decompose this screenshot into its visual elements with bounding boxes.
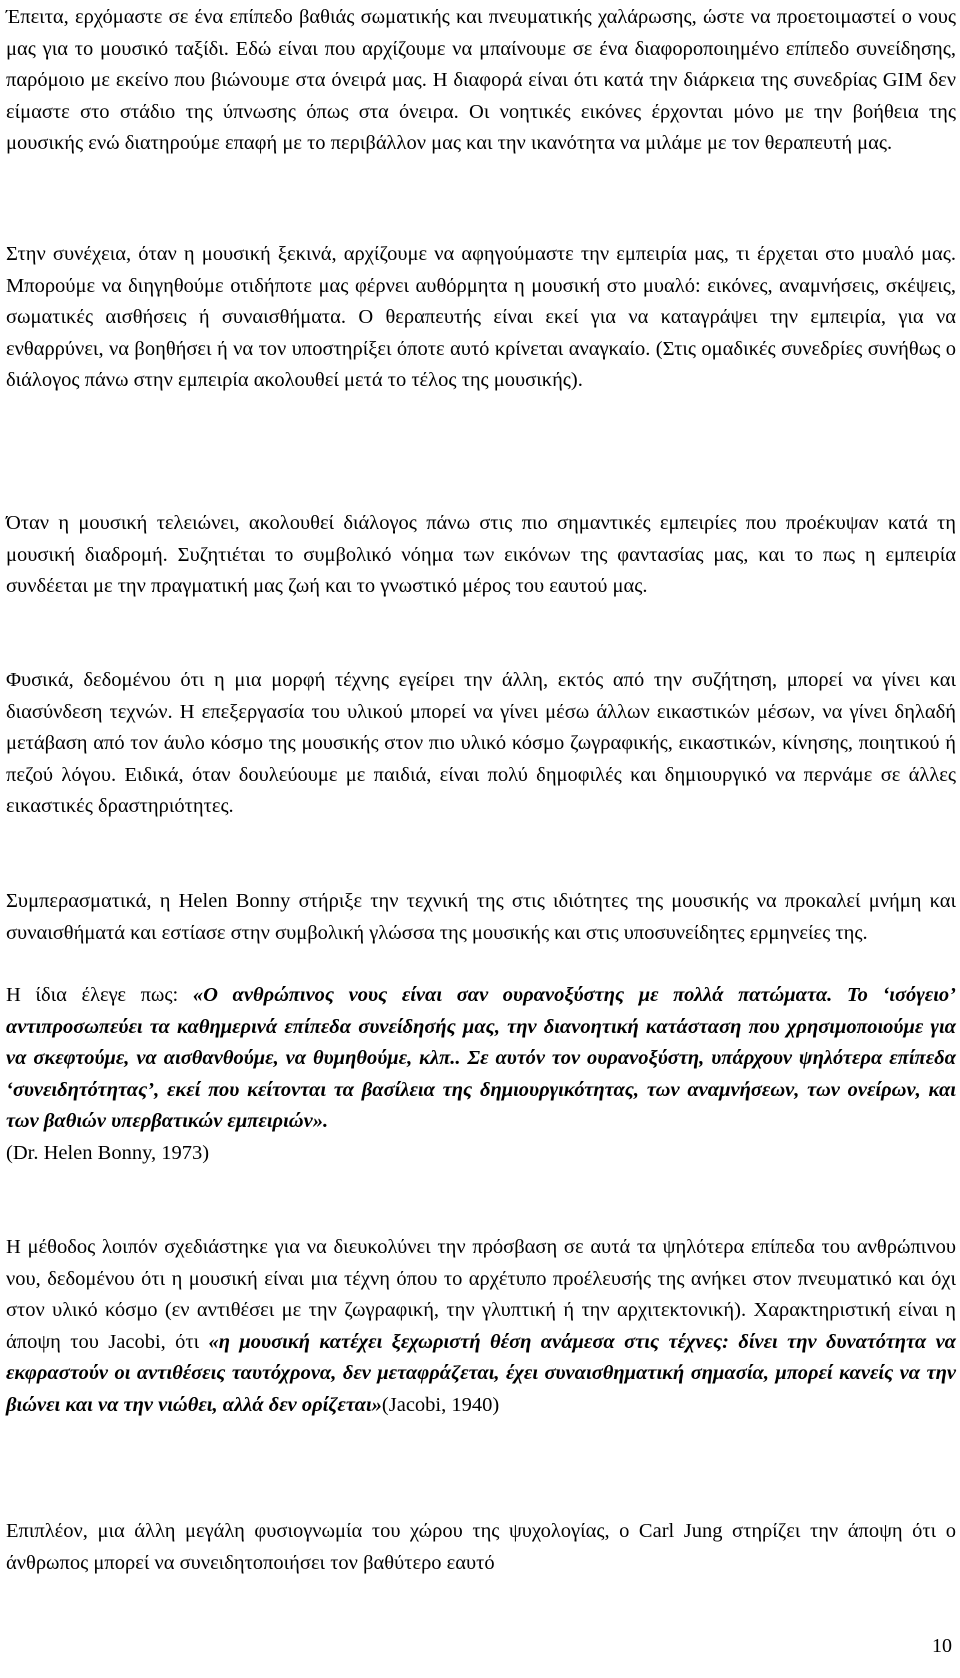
- quote-intro: Η ίδια έλεγε πως:: [6, 984, 193, 1006]
- jacobi-quote: «η μουσική κατέχει ξεχωριστή θέση ανάμεσα στις τέχνες: δίνει την δυνατότητα να εκφραστούν οι αντιθέσεις ταυτόχρονα, δεν μεταφράζεται, έχει συναισθηματική σημασία, μπορεί κανείς να την βιώνει και να την νιώθει, αλλά δεν ορίζεται»: [6, 1330, 957, 1416]
- paragraph-conclusion: Συμπερασματικά, η Helen Bonny στήριξε την τεχνική της στις ιδιότητες της μουσικής να προκαλεί μνήμη και συναισθήματά και εστίασε στην συμβολική γλώσσα της μουσικής και στις υποσυνείδητες ερμηνείες της.: [6, 890, 956, 944]
- jacobi-intro: Η μέθοδος λοιπόν σχεδιάστηκε για να διευκολύνει την πρόσβαση σε αυτά τα ψηλότερα επίπεδα του ανθρώπινου νου, δεδομένου ότι η μουσική είναι μια τέχνη όπου το αρχέτυπο προέλευσής της ανήκει στον πνευματικό και όχι στον υλικό κόσμο (εν αντιθέσει με την ζωγραφική, την γλυπτική ή την αρχιτεκτονική). Χαρακτηριστική είναι η άποψη του Jacobi, ότι: [6, 1236, 956, 1353]
- jacobi-citation: (Jacobi, 1940): [381, 1393, 500, 1416]
- quote-citation: (Dr. Helen Bonny, 1973): [6, 1141, 210, 1164]
- paragraph-relaxation: Έπειτα, ερχόμαστε σε ένα επίπεδο βαθιάς σωματικής και πνευματικής χαλάρωσης, ώστε να προετοιμαστεί ο νους μας για το μουσικό ταξίδι. Εδώ είναι που αρχίζουμε να μπαίνουμε σε ένα διαφοροποιημένο επίπεδο συνείδησης, παρόμοιο με εκείνο που βιώνουμε στα όνειρά μας. Η διαφορά είναι ότι κατά την διάρκεια της συνεδρίας GIM δεν είμαστε στο στάδιο της ύπνωσης όπως στα όνειρα. Οι νοητικές εικόνες έρχονται μόνο με την βοήθεια της μουσικής ενώ διατηρούμε επαφή με το περιβάλλον μας και την ικανότητα να μιλάμε με τον θεραπευτή μας.: [6, 6, 956, 155]
- paragraph-dialogue: Όταν η μουσική τελειώνει, ακολουθεί διάλογος πάνω στις πιο σημαντικές εμπειρίες που προέκυψαν κατά τη μουσική διαδρομή. Συζητιέται το συμβολικό νόημα των εικόνων της φαντασίας μας, και το πως η εμπειρία συνδέεται με την πραγματική μας ζωή και το γνωστικό μέρος του εαυτού μας.: [6, 512, 956, 598]
- page-number: 10: [932, 1635, 952, 1657]
- paragraph-jung: Επιπλέον, μια άλλη μεγάλη φυσιογνωμία του χώρου της ψυχολογίας, ο Carl Jung στηρίζει την άποψη ότι ο άνθρωπος μπορεί να συνειδητοποιήσει τον βαθύτερο εαυτό: [6, 1520, 956, 1574]
- paragraph-music-narration: Στην συνέχεια, όταν η μουσική ξεκινά, αρχίζουμε να αφηγούμαστε την εμπειρία μας, τι έρχεται στο μυαλό μας. Μπορούμε να διηγηθούμε οτιδήποτε μας φέρνει αυθόρμητα η μουσική στο μυαλό: εικόνες, αναμνήσεις, σκέψεις, σωματικές αισθήσεις ή συναισθήματα. Ο θεραπευτής είναι εκεί για να καταγράψει την εμπειρία, για να ενθαρρύνει, να βοηθήσει ή να τον υποστηρίξει όποτε αυτό κρίνεται αναγκαίο. (Στις ομαδικές συνεδρίες συνήθως ο διάλογος πάνω στην εμπειρία ακολουθεί μετά το τέλος της μουσικής).: [6, 243, 956, 392]
- document-page: [6, 0, 956, 1678]
- paragraph-jacobi: [6, 1232, 956, 1422]
- paragraph-bonny-quote: [6, 980, 956, 1170]
- paragraph-arts-connection: Φυσικά, δεδομένου ότι η μια μορφή τέχνης εγείρει την άλλη, εκτός από την συζήτηση, μπορεί να γίνει και διασύνδεση τεχνών. Η επεξεργασία του υλικού μπορεί να γίνει μέσω άλλων εικαστικών μέσων, να γίνει δηλαδή μετάβαση από τον άυλο κόσμο της μουσικής στον πιο υλικό κόσμο ζωγραφικής, εικαστικών, κίνησης, ποιητικού ή πεζού λόγου. Ειδικά, όταν δουλεύουμε με παιδιά, είναι πολύ δημοφιλές και δημιουργικό να περνάμε σε άλλες εικαστικές δραστηριότητες.: [6, 669, 956, 818]
- bonny-quote: «Ο ανθρώπινος νους είναι σαν ουρανοξύστης με πολλά πατώματα. Το ‘ισόγειο’ αντιπροσωπεύει τα καθημερινά επίπεδα συνείδησής μας, την διανοητική κατάσταση που χρησιμοποιούμε για να σκεφτούμε, να αισθανθούμε, να θυμηθούμε, κλπ.. Σε αυτόν τον ουρανοξύστη, υπάρχουν ψηλότερα επίπεδα ‘συνειδητότητας’, εκεί που κείτονται τα βασίλεια της δημιουργικότητας, των αναμνήσεων, των ονείρων, και των βαθιών υπερβατικών εμπειριών».: [6, 984, 956, 1133]
